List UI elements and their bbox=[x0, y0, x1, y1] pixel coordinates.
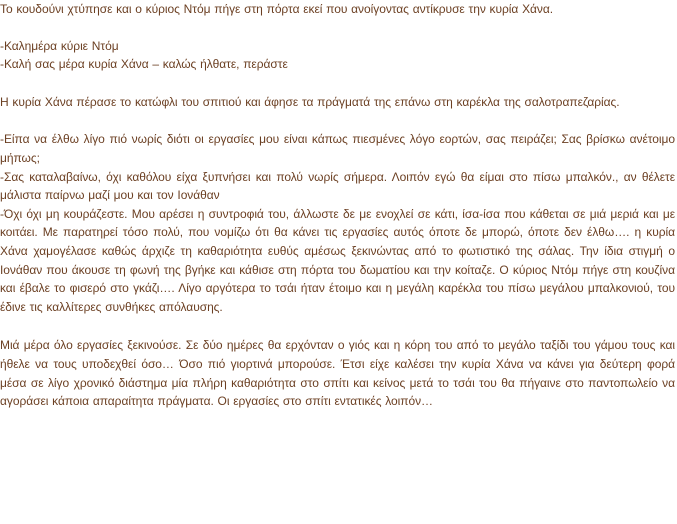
paragraph-doorbell: Το κουδούνι χτύπησε και ο κύριος Ντόμ πήγε στη πόρτα εκεί που ανοίγοντας αντίκρυσε την κυρία Χάνα. bbox=[0, 2, 554, 16]
dialogue-line-good-morning: -Καλημέρα κύριε Ντόμ bbox=[0, 38, 119, 53]
paragraph-gap bbox=[0, 111, 675, 130]
dialogue-paragraph-early: -Είπα να έλθω λίγο πιό νωρίς διότι οι εργασίες μου είναι κάπως πιεσμένες λόγο εορτών, σας πειράζει; Σας βρίσκω ανέτοιμο μήπως; bbox=[0, 132, 675, 165]
paragraph-threshold: Η κυρία Χάνα πέρασε το κατώφλι του σπιτιού και άφησε τα πράγματά της επάνω στη καρέκλα της σαλοτραπεζαρίας. bbox=[0, 94, 620, 109]
dialogue-line-welcome: -Καλή σας μέρα κυρία Χάνα – καλώς ήλθατε, περάστε bbox=[0, 57, 288, 72]
paragraph-gap bbox=[0, 74, 675, 93]
paragraph-busy-day: Μιά μέρα όλο εργασίες ξεκινούσε. Σε δύο ημέρες θα ερχόνταν ο γιός και η κόρη του από το μεγάλο ταξίδι του γάμου τους και ήθελε να τους υποδεχθεί όσο… Όσο πιό γιορτινά μπορούσε. Έτσι είχε καλέσει την κυρία Χάνα να κάνει για δεύτερη φορά μέσα σε λίγο χρονικό διάστημα μία πλήρη καθαριότητα στο σπίτι και κείνος μετά το τσάι του θα πήγαινε στο παντοπωλείο να αγοράσει κάποια απαραίτητα πράγματα. Οι εργασίες στο σπίτι εντατικές λοιπόν… bbox=[0, 338, 675, 409]
dialogue-paragraph-balcony: -Σας καταλαβαίνω, όχι καθόλου είχα ξυπνήσει και πολύ νωρίς σήμερα. Λοιπόν εγώ θα είμαι στο πίσω μπαλκόν., αν θέλετε μάλιστα παίρνω μαζί μου και τον Ιονάθαν bbox=[0, 169, 675, 203]
dialogue-paragraph-ionathan: -Όχι όχι μη κουράζεστε. Μου αρέσει η συντροφιά του, άλλωστε δε με ενοχλεί σε κάτι, ίσα-ίσα που κάθεται σε μιά μεριά και με κοιτάει. Με παρατηρεί τόσο πολύ, που νομίζω ότι θα κάνει τις εργασίες αυτός όποτε δε μπορώ, όποτε δεν έλθω…. η κυρία Χάνα χαμογέλασε καθώς άρχιζε τη καθαριότητα ευθύς αμέσως ξεκινώντας από το φωτιστικό της σάλας. Την ίδια στιγμή ο Ιονάθαν που άκουσε τη φωνή της βγήκε και κάθισε στη πόρτα του δωματίου και την κοίταζε. Ο κύριος Ντόμ πήγε στη κουζίνα και έβαλε το φισερό στο γκάζι…. Λίγο αργότερα το τσάι ήταν έτοιμο και η μεγάλη καρέκλα του πίσω μεγάλου μπαλκονιού, του έδινε τις καλλίτερες συνθήκες απόλαυσης. bbox=[0, 206, 675, 314]
paragraph-gap bbox=[0, 19, 675, 37]
paragraph-gap bbox=[0, 316, 675, 336]
